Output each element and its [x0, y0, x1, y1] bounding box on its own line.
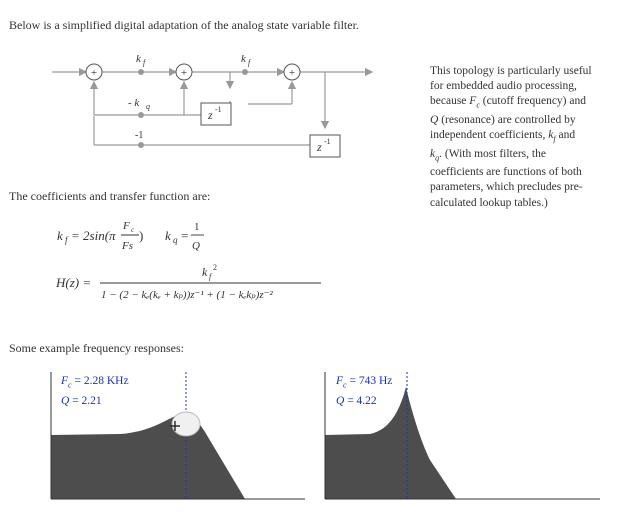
- kf-label-1: k: [136, 53, 141, 65]
- coefficients-heading: The coefficients and transfer function are:: [9, 189, 211, 203]
- svg-text:k: k: [202, 265, 208, 279]
- svg-text:f: f: [65, 235, 68, 245]
- svg-text:1 − (2 − kₑ(kₑ + kₚ))z⁻¹ + (1: 1 − (2 − kₑ(kₑ + kₚ))z⁻¹ + (1 − kₑkₚ)z⁻²: [101, 289, 273, 301]
- side-description: This topology is particularly useful for embedded audio processing, because $F_c$ (cutoff frequency) and Q (resonance) are controlled by independent coefficients, $k_f$ and $k_q$. (With most filters, the coefficients are functions of both parameters, which precludes pre- calculated lookup tables.): [430, 65, 592, 209]
- svg-text:= 2sin(π: = 2sin(π: [71, 228, 116, 243]
- svg-text:Q: Q: [192, 240, 200, 252]
- svg-text:q: q: [173, 235, 178, 245]
- svg-text:c: c: [131, 226, 135, 234]
- plot-1-labels: $F_c = 2.28$ KHz Q = 2.21: [61, 375, 129, 408]
- svg-text:f: f: [209, 272, 212, 281]
- svg-text:): ): [139, 228, 144, 243]
- svg-text:1: 1: [194, 221, 200, 233]
- svg-text:z: z: [208, 108, 213, 122]
- neg-kq-label: - k: [128, 97, 140, 109]
- intro-text: Below is a simplified digital adaptation of the analog state variable filter.: [9, 18, 359, 32]
- examples-heading: Some example frequency responses:: [9, 341, 184, 355]
- svg-text:+: +: [180, 67, 188, 79]
- svg-text:+: +: [288, 67, 296, 79]
- svg-text:Fs: Fs: [122, 240, 133, 252]
- svg-text:-1: -1: [215, 105, 222, 114]
- svg-text:F: F: [123, 220, 130, 232]
- svg-text:f: f: [143, 58, 146, 67]
- svg-text:f: f: [248, 58, 251, 67]
- svg-text:k: k: [57, 228, 63, 243]
- svg-text:=: =: [181, 228, 189, 243]
- svg-text:-1: -1: [324, 137, 331, 146]
- svg-text:H(z) =: H(z) =: [56, 275, 92, 290]
- svg-text:z: z: [317, 140, 322, 154]
- svg-text:k: k: [165, 228, 171, 243]
- svg-text:2: 2: [213, 263, 217, 272]
- neg-one-label: -1: [135, 130, 144, 141]
- svg-text:+: +: [90, 67, 98, 79]
- svg-text:q: q: [146, 102, 150, 111]
- kf-label-2: k: [241, 53, 246, 65]
- plot-2-labels: $F_c = 743$ Hz Q = 4.22: [336, 375, 393, 408]
